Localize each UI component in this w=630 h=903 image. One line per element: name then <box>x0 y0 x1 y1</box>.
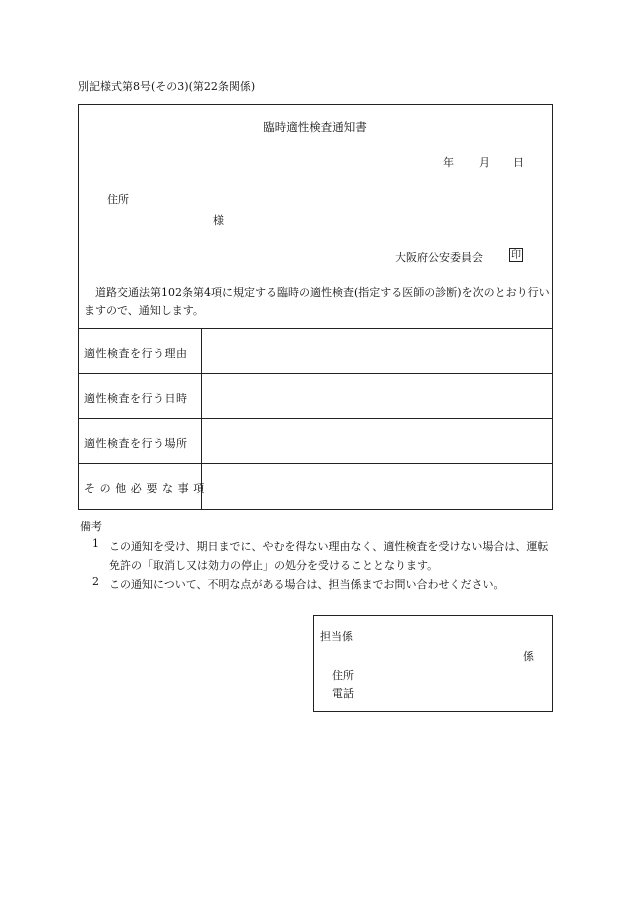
date-month: 月 <box>479 156 490 169</box>
remark-number-1: 1 <box>92 537 99 550</box>
contact-heading: 担当係 <box>320 630 353 643</box>
contact-section-suffix: 係 <box>523 650 534 663</box>
recipient-honorific: 様 <box>213 214 224 227</box>
table-rule-1 <box>78 373 553 374</box>
notice-body-text: 道路交通法第102条第4項に規定する臨時の適性検査(指定する医師の診断)を次のとおり行いますので、通知します。 <box>84 286 550 317</box>
table-row-label-datetime: 適性検査を行う日時 <box>84 392 188 405</box>
table-top-rule <box>78 328 553 329</box>
recipient-address-label: 住所 <box>107 193 129 206</box>
table-rule-2 <box>78 418 553 419</box>
form-reference: 別記様式第8号(その3)(第22条関係) <box>78 80 256 93</box>
table-rule-3 <box>78 463 553 464</box>
date-day: 日 <box>513 156 524 169</box>
notice-body <box>84 284 550 320</box>
table-row-label-other: その他必要な事項 <box>84 482 209 495</box>
remark-text-1: この通知を受け、期日までに、やむを得ない理由なく、適性検査を受けない場合は、運転免許の「取消し又は効力の停止」の処分を受けることとなります。 <box>109 540 549 572</box>
issuer-name: 大阪府公安委員会 <box>395 251 483 264</box>
remarks-heading: 備考 <box>80 520 102 533</box>
contact-phone-label: 電話 <box>332 687 354 700</box>
contact-address-label: 住所 <box>332 669 354 682</box>
date-year: 年 <box>443 156 454 169</box>
notice-title: 臨時適性検査通知書 <box>263 120 367 134</box>
remark-text-2: この通知について、不明な点がある場合は、担当係までお問い合わせください。 <box>109 578 505 591</box>
table-row-label-place: 適性検査を行う場所 <box>84 437 188 450</box>
table-row-label-reason: 適性検査を行う理由 <box>84 347 188 360</box>
seal-mark: 印 <box>511 250 521 261</box>
remark-number-2: 2 <box>92 575 99 588</box>
